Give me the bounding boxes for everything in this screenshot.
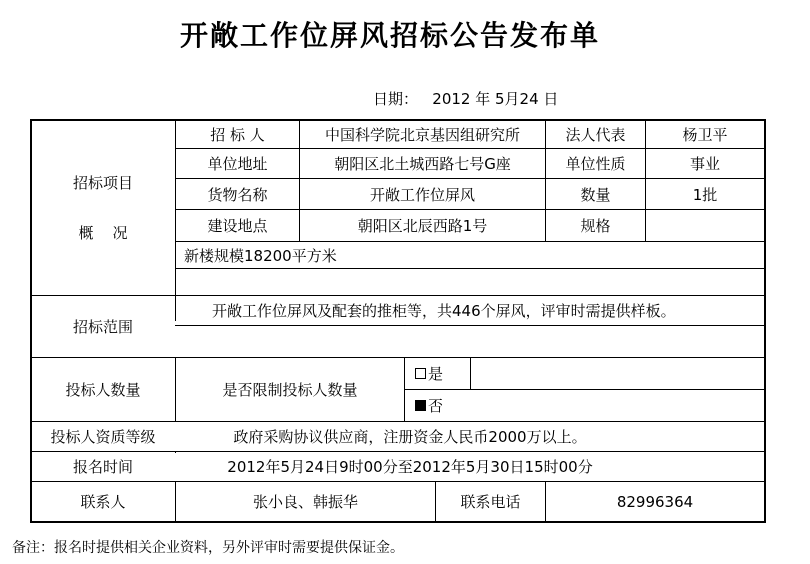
option-yes-label: 是 bbox=[428, 365, 444, 383]
tenderer-label: 招 标 人 bbox=[210, 126, 265, 144]
building-scale: 新楼规模18200平方米 bbox=[184, 246, 337, 265]
spec-label: 规格 bbox=[580, 217, 611, 235]
unit-type-value: 事业 bbox=[689, 155, 720, 173]
address-value: 朝阳区北土城西路七号G座 bbox=[334, 155, 511, 173]
goods-value: 开敞工作位屏风 bbox=[369, 185, 475, 204]
project-label-2: 概 况 bbox=[78, 223, 128, 242]
spec-value bbox=[646, 210, 764, 241]
qualification-text: 政府采购协议供应商，注册资金人民币2000万以上。 bbox=[233, 428, 587, 446]
unit-type-label: 单位性质 bbox=[565, 155, 626, 173]
address-label: 单位地址 bbox=[207, 155, 268, 173]
date-line: 日期： 2012 年 5月24 日 bbox=[373, 90, 559, 108]
qualification-label: 投标人资质等级 bbox=[50, 428, 156, 446]
goods-label: 货物名称 bbox=[207, 185, 268, 204]
quantity-value: 1批 bbox=[692, 185, 718, 204]
contact-names: 张小良、韩振华 bbox=[252, 493, 358, 511]
bidders-question: 是否限制投标人数量 bbox=[222, 381, 358, 399]
checkbox-empty-icon bbox=[415, 368, 426, 379]
footnote: 备注：报名时提供相关企业资料，另外评审时需要提供保证金。 bbox=[12, 540, 404, 556]
quantity-label: 数量 bbox=[580, 185, 611, 204]
option-no[interactable] bbox=[405, 390, 764, 421]
legal-rep-label: 法人代表 bbox=[565, 126, 626, 144]
bidders-label: 投标人数量 bbox=[65, 381, 141, 399]
contact-label: 联系人 bbox=[80, 493, 126, 511]
scope-label: 招标范围 bbox=[72, 318, 133, 336]
legal-rep-value: 杨卫平 bbox=[682, 126, 728, 144]
registration-text: 2012年5月24日9时00分至2012年5月30日15时00分 bbox=[227, 458, 593, 476]
tenderer-value: 中国科学院北京基因组研究所 bbox=[324, 126, 520, 144]
registration-label: 报名时间 bbox=[72, 458, 133, 476]
page-title: 开敞工作位屏风招标公告发布单 bbox=[179, 19, 600, 52]
phone-value: 82996364 bbox=[616, 492, 694, 511]
site-value: 朝阳区北辰西路1号 bbox=[357, 217, 488, 235]
project-label: 招标项目 bbox=[72, 173, 133, 192]
scope-text: 开敞工作位屏风及配套的推柜等，共446个屏风，评审时需提供样板。 bbox=[212, 302, 676, 320]
option-no-label: 否 bbox=[428, 397, 444, 415]
phone-label: 联系电话 bbox=[460, 493, 521, 511]
option-yes[interactable] bbox=[405, 358, 470, 389]
checkbox-filled-icon bbox=[415, 400, 426, 411]
site-label: 建设地点 bbox=[207, 217, 268, 235]
